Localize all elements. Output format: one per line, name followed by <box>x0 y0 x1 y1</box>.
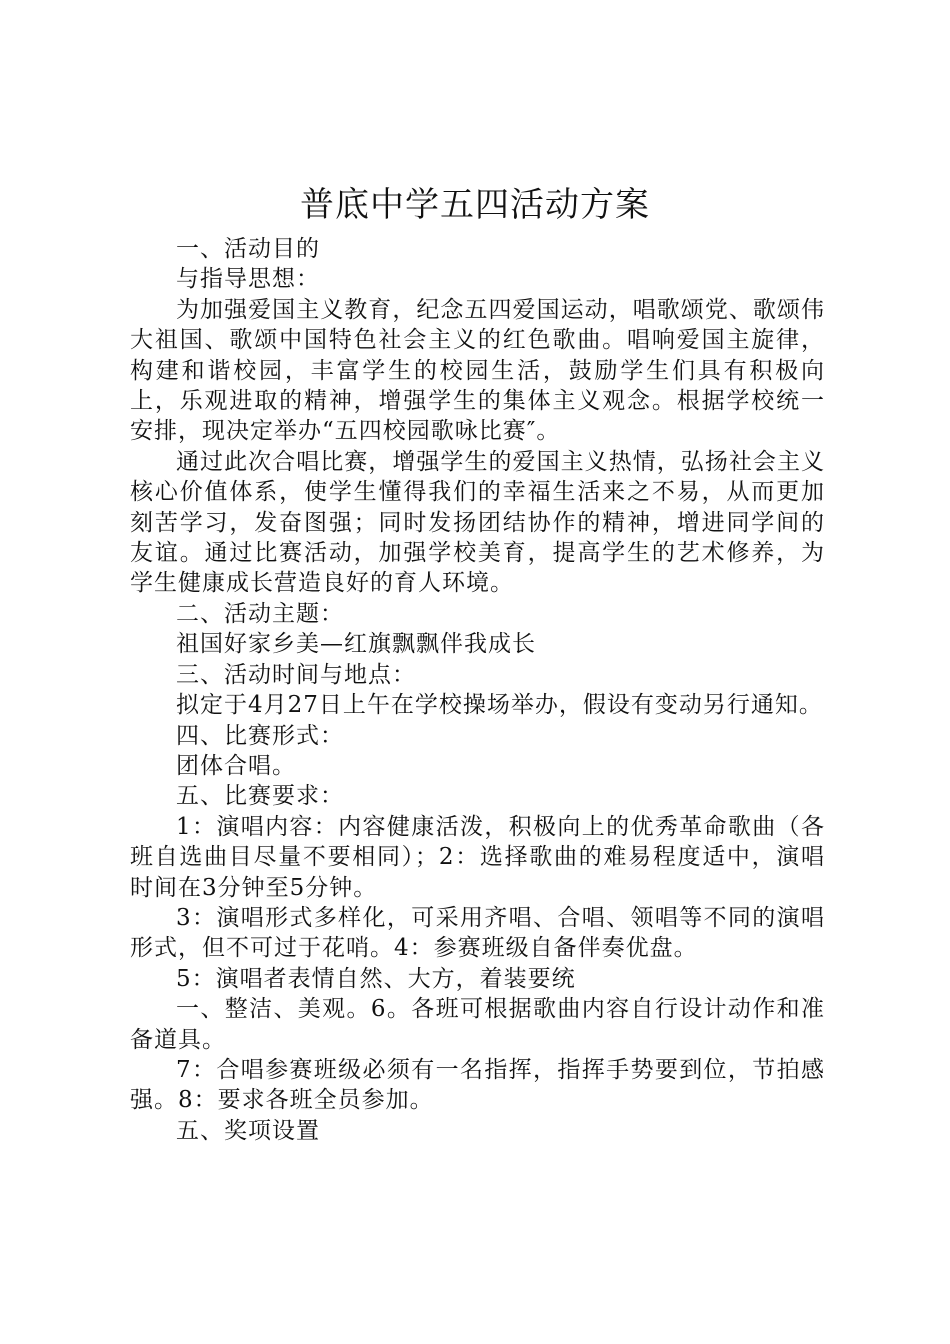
paragraph-time-place: 拟定于4月27日上午在学校操场举办，假设有变动另行通知。 <box>176 692 823 719</box>
section-heading-time-place: 三、活动时间与地点： <box>176 661 416 688</box>
section-heading-format: 四、比赛形式： <box>176 722 344 749</box>
paragraph-format: 团体合唱。 <box>176 752 296 779</box>
paragraph-requirement-7-8: 7：合唱参赛班级必须有一名指挥，指挥手势要到位，节拍感强。8：要求各班全员参加。 <box>130 1056 825 1114</box>
section-heading-guiding-idea: 与指导思想： <box>176 266 320 293</box>
paragraph-requirement-5: 5：演唱者表情自然、大方，着装要统 <box>176 965 576 992</box>
paragraph-requirement-1-2: 1：演唱内容：内容健康活泼，积极向上的优秀革命歌曲（各班自选曲目尽量不要相同）；2：选择歌曲的难易程度适中，演唱时间在3分钟至5分钟。 <box>130 813 825 901</box>
paragraph-goals: 通过此次合唱比赛，增强学生的爱国主义热情，弘扬社会主义核心价值体系，使学生懂得我们的幸福生活来之不易，从而更加刻苦学习，发奋图强；同时发扬团结协作的精神，增进同学间的友谊。通过比赛活动，加强学校美育，提高学生的艺术修养，为学生健康成长营造良好的育人环境。 <box>130 448 825 597</box>
section-heading-theme: 二、活动主题： <box>176 600 344 627</box>
section-heading-awards: 五、奖项设置 <box>176 1117 320 1144</box>
paragraph-requirement-5-6: 一、整洁、美观。6。各班可根据歌曲内容自行设计动作和准备道具。 <box>130 996 825 1053</box>
paragraph-requirement-3-4: 3：演唱形式多样化，可采用齐唱、合唱、领唱等不同的演唱形式，但不可过于花哨。4：参赛班级自备伴奏优盘。 <box>130 904 825 962</box>
paragraph-purpose: 为加强爱国主义教育，纪念五四爱国运动，唱歌颂党、歌颂伟大祖国、歌颂中国特色社会主义的红色歌曲。唱响爱国主旋律，构建和谐校园，丰富学生的校园生活，鼓励学生们具有积极向上，乐观进取的精神，增强学生的集体主义观念。根据学校统一安排，现决定举办“五四校园歌咏比赛″。 <box>130 296 825 445</box>
document-title: 普底中学五四活动方案 <box>300 185 650 225</box>
document-body <box>130 234 825 1146</box>
section-heading-requirements: 五、比赛要求： <box>176 783 344 810</box>
paragraph-theme: 祖国好家乡美—红旗飘飘伴我成长 <box>176 631 536 658</box>
section-heading-purpose: 一、活动目的 <box>176 236 320 262</box>
